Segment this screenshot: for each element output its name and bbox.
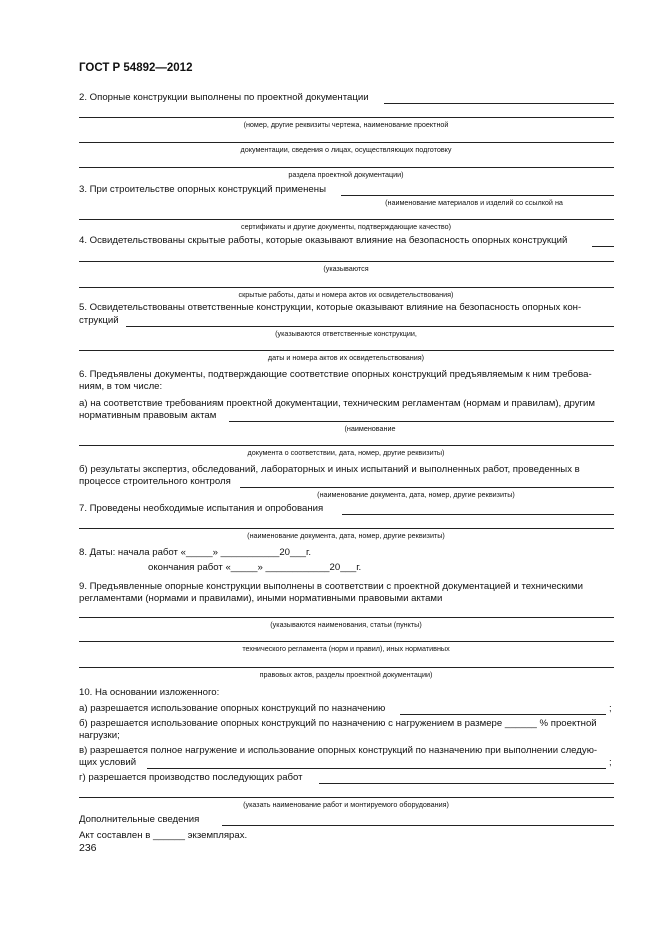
item-2-fill-line-3: [79, 142, 614, 143]
item-10v-line-1: в) разрешается полное нагружение и использование опорных конструкций по назначению при выполнении следую-: [79, 745, 598, 756]
item-6a-fill-line: [229, 421, 614, 422]
item-10g-caption: (указать наименование работ и монтируемого оборудования): [243, 800, 449, 809]
page-number: 236: [79, 842, 97, 854]
item-2-fill-line-4: [79, 167, 614, 168]
item-4-caption-2: скрытые работы, даты и номера актов их освидетельствования): [238, 290, 454, 299]
additional-info-label: Дополнительные сведения: [79, 814, 200, 825]
item-9-fill-line-3: [79, 667, 614, 668]
item-6a-fill-line-2: [79, 445, 614, 446]
item-2-text: 2. Опорные конструкции выполнены по проектной документации: [79, 92, 369, 103]
item-6b-caption: (наименование документа, дата, номер, другие реквизиты): [317, 490, 515, 499]
item-6b-line-1: б) результаты экспертиз, обследований, лабораторных и иных испытаний и выполненных работ, проведенных в: [79, 464, 580, 475]
item-3-caption-1: (наименование материалов и изделий со ссылкой на: [385, 198, 563, 207]
item-6a-line-2: нормативным правовым актам: [79, 410, 217, 421]
standard-header: ГОСТ Р 54892—2012: [79, 62, 193, 74]
item-10v-line-2: щих условий: [79, 757, 137, 768]
item-5-fill-line-2: [79, 350, 614, 351]
item-3-fill-line-2: [79, 219, 614, 220]
item-8-end-date: окончания работ «_____» ____________20___г.: [148, 562, 362, 573]
item-4-fill-line: [592, 246, 614, 247]
copies-count-text: Акт составлен в ______ экземплярах.: [79, 830, 248, 841]
item-10a-text: а) разрешается использование опорных конструкций по назначению: [79, 703, 386, 714]
item-4-text: 4. Освидетельствованы скрытые работы, которые оказывают влияние на безопасность опорных конструкций: [79, 235, 568, 246]
item-7-caption: (наименование документа, дата, номер, другие реквизиты): [247, 531, 445, 540]
item-9-caption-2: технического регламента (норм и правил), иных нормативных: [242, 644, 450, 653]
item-3-text: 3. При строительстве опорных конструкций применены: [79, 184, 326, 195]
item-2-fill-line: [384, 103, 614, 104]
item-2-fill-line-2: [79, 117, 614, 118]
item-6a-line-1: а) на соответствие требованиям проектной документации, техническим регламентам (нормам и правилам), другим: [79, 398, 595, 409]
item-6a-caption-1: (наименование: [344, 424, 396, 433]
item-5-caption-1: (указываются ответственные конструкции,: [275, 329, 417, 338]
item-10g-fill-line-2: [79, 797, 614, 798]
item-10g-text: г) разрешается производство последующих работ: [79, 772, 303, 783]
item-2-caption-2: документации, сведения о лицах, осуществляющих подготовку: [240, 145, 452, 154]
item-10v-fill-line: [147, 768, 606, 769]
item-10v-semicolon: ;: [609, 757, 612, 768]
item-10a-fill-line: [400, 714, 606, 715]
item-6b-fill-line: [240, 487, 614, 488]
item-9-line-2: регламентами (нормами и правилами), иными нормативными правовыми актами: [79, 593, 443, 604]
item-5-fill-line: [126, 326, 614, 327]
item-10b-line-2: нагрузки;: [79, 730, 120, 741]
item-7-fill-line: [342, 514, 614, 515]
item-9-fill-line: [79, 617, 614, 618]
item-10a-semicolon: ;: [609, 703, 612, 714]
item-5-line-2: струкций: [79, 315, 119, 326]
item-10-heading: 10. На основании изложенного:: [79, 687, 220, 698]
item-3-caption-2: сертификаты и другие документы, подтверждающие качество): [240, 222, 452, 231]
item-6-line-2: ниям, в том числе:: [79, 381, 163, 392]
item-4-fill-line-2: [79, 261, 614, 262]
item-2-caption-1: (номер, другие реквизиты чертежа, наименование проектной: [243, 120, 449, 129]
item-7-fill-line-2: [79, 528, 614, 529]
item-6a-caption-2: документа о соответствии, дата, номер, другие реквизиты): [247, 448, 445, 457]
item-10g-fill-line: [319, 783, 614, 784]
item-7-text: 7. Проведены необходимые испытания и опробования: [79, 503, 324, 514]
item-8-start-date: 8. Даты: начала работ «_____» ___________20___г.: [79, 547, 311, 558]
item-2-caption-3: раздела проектной документации): [288, 170, 404, 179]
item-4-caption-1: (указываются: [323, 264, 369, 273]
item-3-fill-line: [341, 195, 614, 196]
item-6-line-1: 6. Предъявлены документы, подтверждающие соответствие опорных конструкций предъявляемым к ним требова-: [79, 369, 592, 380]
item-9-caption-3: правовых актов, разделы проектной документации): [259, 670, 433, 679]
item-9-fill-line-2: [79, 641, 614, 642]
item-9-line-1: 9. Предъявленные опорные конструкции выполнены в соответствии с проектной документацией и техническими: [79, 581, 583, 592]
item-4-fill-line-3: [79, 287, 614, 288]
item-10b-line-1: б) разрешается использование опорных конструкций по назначению с нагружением в размере ______ % проектной: [79, 718, 597, 729]
item-6b-line-2: процессе строительного контроля: [79, 476, 231, 487]
additional-info-fill-line: [222, 825, 614, 826]
item-9-caption-1: (указываются наименования, статьи (пункты): [270, 620, 422, 629]
item-5-caption-2: даты и номера актов их освидетельствования): [267, 353, 425, 362]
item-5-line-1: 5. Освидетельствованы ответственные конструкции, которые оказывают влияние на безопасность опорных кон-: [79, 302, 582, 313]
